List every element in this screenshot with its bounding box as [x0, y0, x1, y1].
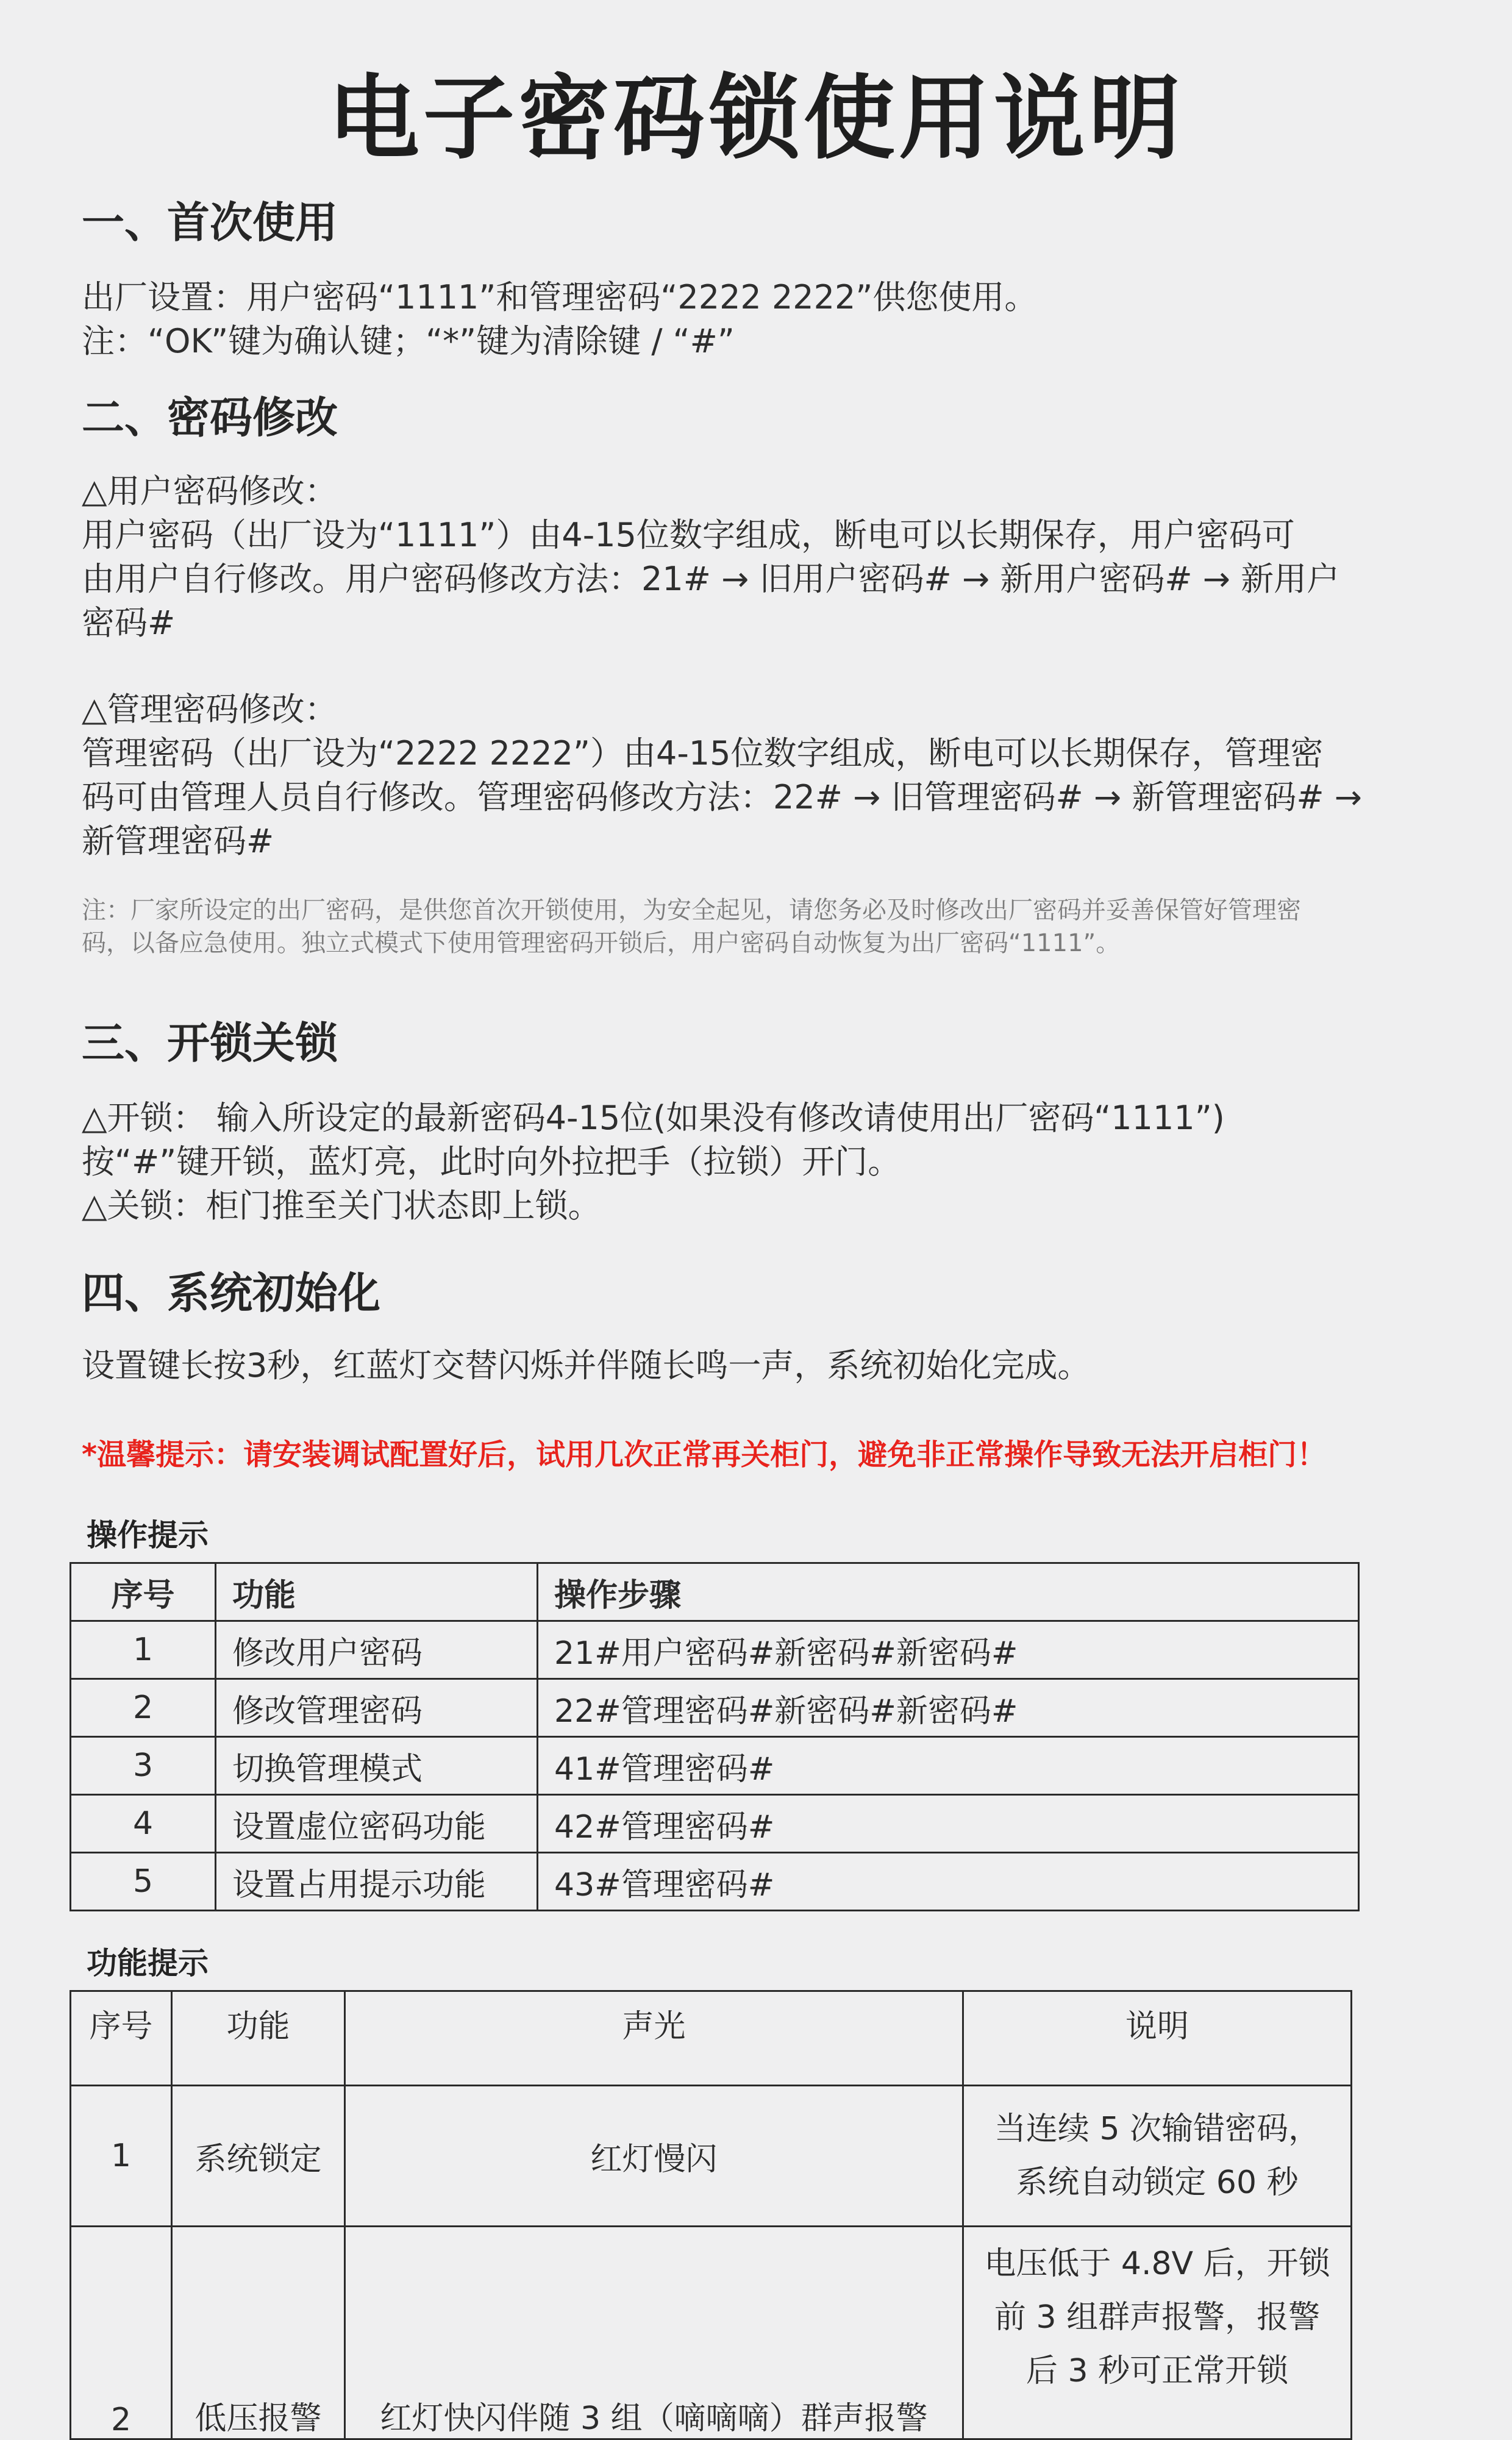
ops-cell-no: 4	[71, 1795, 216, 1853]
ops-cell-steps: 22#管理密码#新密码#新密码#	[538, 1679, 1359, 1737]
section-heading-initialize: 四、系统初始化	[82, 1268, 380, 1318]
desc-line: 后 3 秒可正常开锁	[1025, 2353, 1289, 2389]
funcs-table-header-row	[71, 1991, 1352, 2086]
admin-password-title: △管理密码修改：	[82, 690, 338, 729]
unlock-line-2: 按“#”键开锁，蓝灯亮，此时向外拉把手（拉锁）开门。	[82, 1143, 901, 1181]
desc-line: 当连续 5 次输错密码，	[994, 2111, 1321, 2147]
table-row	[71, 1621, 1359, 1679]
desc-line: 系统自动锁定 60 秒	[1016, 2164, 1299, 2201]
section-heading-lock-unlock: 三、开锁关锁	[82, 1018, 338, 1068]
ops-table	[70, 1562, 1360, 1911]
ops-header-no: 序号	[71, 1563, 216, 1621]
funcs-table-caption: 功能提示	[87, 1946, 209, 1981]
ops-cell-func: 切换管理模式	[216, 1737, 538, 1795]
table-row	[71, 1679, 1359, 1737]
funcs-cell-no: 1	[71, 2086, 172, 2227]
factory-password-note-1: 注：厂家所设定的出厂密码，是供您首次开锁使用，为安全起见，请您务必及时修改出厂密码并妥善保管好管理密	[82, 896, 1301, 924]
table-row	[71, 1853, 1359, 1911]
admin-password-line-3: 新管理密码#	[82, 822, 274, 860]
funcs-cell-func: 系统锁定	[172, 2086, 345, 2227]
user-password-title: △用户密码修改：	[82, 472, 338, 510]
ops-header-steps: 操作步骤	[538, 1563, 1359, 1621]
ops-cell-no: 3	[71, 1737, 216, 1795]
funcs-cell-desc	[963, 2086, 1352, 2227]
factory-settings-text: 出厂设置：用户密码“1111”和管理密码“2222 2222”供您使用。	[82, 278, 1038, 316]
ops-cell-steps: 42#管理密码#	[538, 1795, 1359, 1853]
user-password-line-2: 由用户自行修改。用户密码修改方法：21# → 旧用户密码# → 新用户密码# → 新用户	[82, 560, 1340, 598]
funcs-cell-desc	[963, 2227, 1352, 2439]
initialize-text: 设置键长按3秒，红蓝灯交替闪烁并伴随长鸣一声，系统初始化完成。	[82, 1346, 1091, 1385]
desc-line: 前 3 组群声报警，报警	[994, 2299, 1321, 2336]
unlock-line-1: △开锁： 输入所设定的最新密码4-15位(如果没有修改请使用出厂密码“1111”)	[82, 1099, 1225, 1137]
warning-tip: *温馨提示：请安装调试配置好后，试用几次正常再关柜门，避免非正常操作导致无法开启柜门！	[82, 1438, 1327, 1472]
ops-cell-func: 修改管理密码	[216, 1679, 538, 1737]
table-row	[71, 2086, 1352, 2227]
funcs-cell-func: 低压报警	[172, 2227, 345, 2439]
ops-cell-no: 2	[71, 1679, 216, 1737]
funcs-header-desc: 说明	[963, 1991, 1352, 2086]
section-heading-password-change: 二、密码修改	[82, 393, 338, 443]
funcs-cell-no: 2	[71, 2227, 172, 2439]
user-password-line-1: 用户密码（出厂设为“1111”）由4-15位数字组成，断电可以长期保存，用户密码可	[82, 516, 1295, 554]
factory-password-note-2: 码，以备应急使用。独立式模式下使用管理密码开锁后，用户密码自动恢复为出厂密码“1111”。	[82, 929, 1121, 957]
ops-cell-func: 设置占用提示功能	[216, 1853, 538, 1911]
admin-password-line-2: 码可由管理人员自行修改。管理密码修改方法：22# → 旧管理密码# → 新管理密码# →	[82, 778, 1363, 816]
section-heading-first-use: 一、首次使用	[82, 198, 338, 248]
ops-cell-steps: 21#用户密码#新密码#新密码#	[538, 1621, 1359, 1679]
lock-line: △关锁：柜门推至关门状态即上锁。	[82, 1186, 601, 1225]
desc-line: 电压低于 4.8V 后，开锁	[984, 2246, 1330, 2282]
user-password-line-3: 密码#	[82, 604, 176, 642]
ops-header-func: 功能	[216, 1563, 538, 1621]
table-row	[71, 1795, 1359, 1853]
admin-password-line-1: 管理密码（出厂设为“2222 2222”）由4-15位数字组成，断电可以长期保存，管理密	[82, 734, 1324, 772]
page-title: 电子密码锁使用说明	[327, 66, 1184, 172]
funcs-cell-signal: 红灯快闪伴随 3 组（嘀嘀嘀）群声报警	[345, 2227, 963, 2439]
ops-cell-func: 设置虚位密码功能	[216, 1795, 538, 1853]
ops-cell-no: 1	[71, 1621, 216, 1679]
ops-table-caption: 操作提示	[87, 1518, 209, 1553]
table-row	[71, 2227, 1352, 2439]
key-note-text: 注：“OK”键为确认键；“*”键为清除键 / “#”	[82, 322, 735, 360]
ops-cell-func: 修改用户密码	[216, 1621, 538, 1679]
ops-cell-steps: 41#管理密码#	[538, 1737, 1359, 1795]
funcs-header-no: 序号	[71, 1991, 172, 2086]
ops-table-header-row	[71, 1563, 1359, 1621]
funcs-table	[70, 1990, 1352, 2440]
ops-cell-no: 5	[71, 1853, 216, 1911]
funcs-header-func: 功能	[172, 1991, 345, 2086]
ops-cell-steps: 43#管理密码#	[538, 1853, 1359, 1911]
funcs-header-signal: 声光	[345, 1991, 963, 2086]
funcs-cell-signal: 红灯慢闪	[345, 2086, 963, 2227]
table-row	[71, 1737, 1359, 1795]
